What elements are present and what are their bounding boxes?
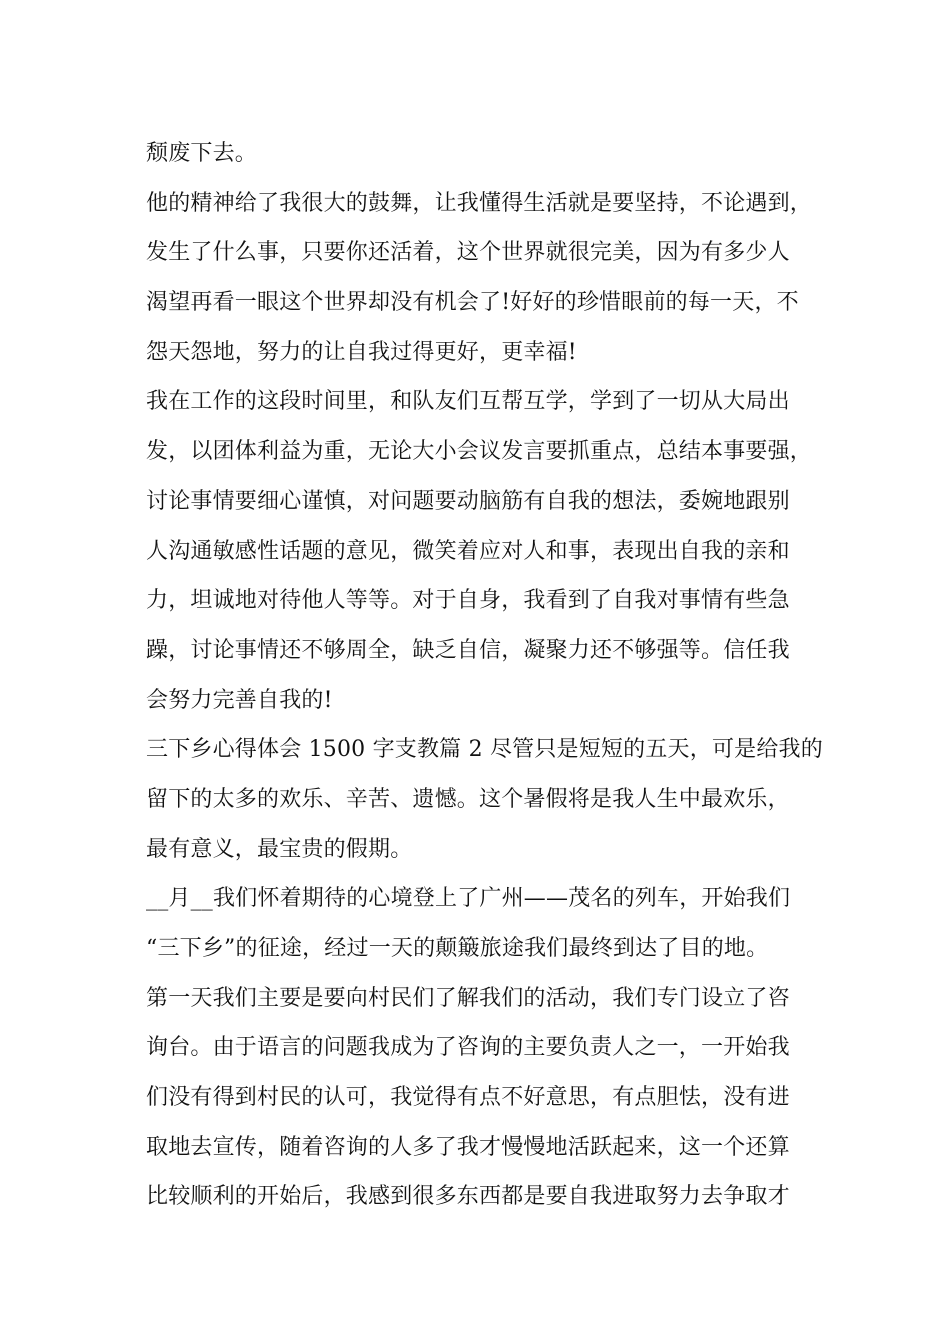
text-line: 讨论事情要细心谨慎，对问题要动脑筋有自我的想法，委婉地跟别 [146, 488, 790, 514]
text-line: 留下的太多的欢乐、辛苦、遗憾。这个暑假将是我人生中最欢乐， [146, 786, 790, 812]
text-line: “三下乡”的征途，经过一天的颠簸旅途我们最终到达了目的地。 [146, 936, 769, 961]
text-line: 我在工作的这段时间里，和队友们互帮互学，学到了一切从大局出 [146, 389, 790, 415]
text-line: 最有意义，最宝贵的假期。 [146, 836, 413, 862]
text-line: 会努力完善自我的! [146, 687, 333, 713]
text-line: 们没有得到村民的认可，我觉得有点不好意思，有点胆怯，没有进 [146, 1085, 790, 1111]
text-line: 渴望再看一眼这个世界却没有机会了!好好的珍惜眼前的每一天，不 [146, 290, 799, 316]
text-line: 躁，讨论事情还不够周全，缺乏自信，凝聚力还不够强等。信任我 [146, 637, 790, 663]
text-line: 发生了什么事，只要你还活着，这个世界就很完美，因为有多少人 [146, 240, 790, 266]
text-line: 比较顺利的开始后，我感到很多东西都是要自我进取努力去争取才 [146, 1184, 790, 1210]
text-line: 力，坦诚地对待他人等等。对于自身，我看到了自我对事情有些急 [146, 588, 790, 614]
text-line: 人沟通敏感性话题的意见，微笑着应对人和事，表现出自我的亲和 [146, 538, 790, 564]
text-line: 询台。由于语言的问题我成为了咨询的主要负责人之一，一开始我 [146, 1035, 790, 1061]
text-line: 颓废下去。 [146, 141, 258, 166]
text-line: 第一天我们主要是要向村民们了解我们的活动，我们专门设立了咨 [146, 985, 790, 1011]
text-line: 发，以团体利益为重，无论大小会议发言要抓重点，总结本事要强， [146, 439, 813, 465]
text-line: 他的精神给了我很大的鼓舞，让我懂得生活就是要坚持，不论遇到， [146, 190, 813, 216]
text-line: 取地去宣传，随着咨询的人多了我才慢慢地活跃起来，这一个还算 [146, 1134, 790, 1160]
text-line: __月__我们怀着期待的心境登上了广州——茂名的列车，开始我们 [146, 886, 791, 912]
body-text [146, 129, 846, 1222]
text-line: 怨天怨地，努力的让自我过得更好，更幸福! [146, 339, 577, 365]
text-line: 三下乡心得体会 1500 字支教篇 2 尽管只是短短的五天，可是给我的 [146, 737, 823, 763]
